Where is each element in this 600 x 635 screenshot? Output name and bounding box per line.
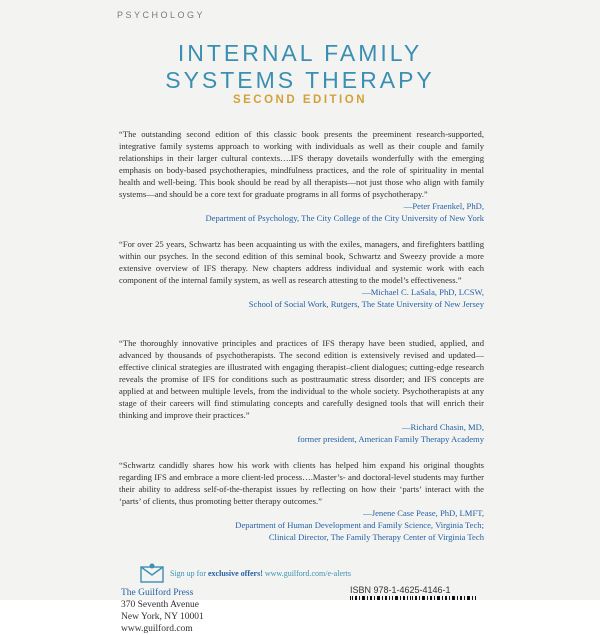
blurb-chasin [119,337,484,445]
blurb-quote: “Schwartz candidly shares how his work with clients has helped him expand his original thoughts regarding IFS and embrace a more client-led process….Master’s- and doctoral-level students may further their ability to address self-of-the-therapist issues by reflecting on how their ‘parts’ interact with the ‘parts’ of clients, thus promoting better therapy outcomes.” [119,460,484,506]
signup-url[interactable]: www.guilford.com/e-alerts [262,568,351,578]
signup-text [170,569,351,578]
title-line-1: INTERNAL FAMILY [177,40,423,66]
publisher-address [121,587,204,635]
attribution-affiliation: former president, American Family Therapy Academy [297,434,484,444]
blurb-pease [119,459,484,543]
attribution-affiliation: School of Social Work, Rutgers, The State University of New Jersey [248,299,484,309]
blurb-attribution [119,421,484,445]
signup-prefix: Sign up for [170,568,208,578]
isbn-label: ISBN 978-1-4625-4146-1 [350,585,451,595]
attribution-name: —Peter Fraenkel, PhD, [403,201,484,211]
publisher-website: www.guilford.com [121,624,193,634]
publisher-name: The Guilford Press [121,588,194,598]
publisher-address-line-1: 370 Seventh Avenue [121,600,199,610]
attribution-affiliation: Department of Human Development and Family Science, Virginia Tech; [235,520,484,530]
attribution-name: —Richard Chasin, MD, [401,422,484,432]
edition-label: SECOND EDITION [232,94,368,106]
attribution-name: —Michael C. LaSala, PhD, LCSW, [362,287,484,297]
book-title [0,40,600,94]
blurb-fraenkel [119,128,484,224]
barcode [350,596,478,600]
category-label: PSYCHOLOGY [117,10,206,20]
attribution-affiliation: Department of Psychology, The City College of the City University of New York [205,213,484,223]
blurb-lasala [119,238,484,310]
blurb-attribution [119,200,484,224]
blurb-quote: “The outstanding second edition of this classic book presents the preeminent research-supported, integrative family systems approach to working with individuals as well as their couple and family relationships in their larger cultural contexts….IFS therapy dovetails wonderfully with the emerging emphasis on body-based psychotherapies, mindfulness practices, and the role of spirituality in mental health and well-being. This book should be read by all therapists—not just those who align with family systems—and should be a core text for graduate programs in all forms of psychotherapy.” [119,129,484,199]
envelope-icon [140,563,164,583]
attribution-name: —Jenene Case Pease, PhD, LMFT, [363,508,484,518]
blurb-quote: “For over 25 years, Schwartz has been acquainting us with the exiles, managers, and firefighters battling within our psyches. In the second edition of this seminal book, Schwartz and Sweezy provide a more extensive overview of IFS therapy. New chapters address individual and systemic work with each component of the internal family system, as well as research attesting to the model’s effectiveness.” [119,239,484,285]
title-line-2: SYSTEMS THERAPY [165,67,435,93]
blurb-attribution [119,286,484,310]
publisher-address-line-2: New York, NY 10001 [121,612,204,622]
blurb-attribution [119,507,484,543]
email-signup[interactable] [140,563,351,583]
attribution-affiliation-2: Clinical Director, The Family Therapy Center of Virginia Tech [268,532,484,542]
signup-bold: exclusive offers! [208,568,263,578]
blurb-quote: “The thoroughly innovative principles and practices of IFS therapy have been studied, applied, and advanced by thousands of psychotherapists. The second edition is extensively revised and updated—effective clinical strategies are illustrated with engaging therapist–client dialogues; cutting-edge research reveals the promise of IFS for conditions such as posttraumatic stress disorder; and IFS concepts are applied at and between multiple levels, from the individual to the whole society. Psychotherapists at any stage of their careers will find stimulating concepts and carefully designed tools that will enrich their thinking and improve their practices.” [119,338,484,420]
